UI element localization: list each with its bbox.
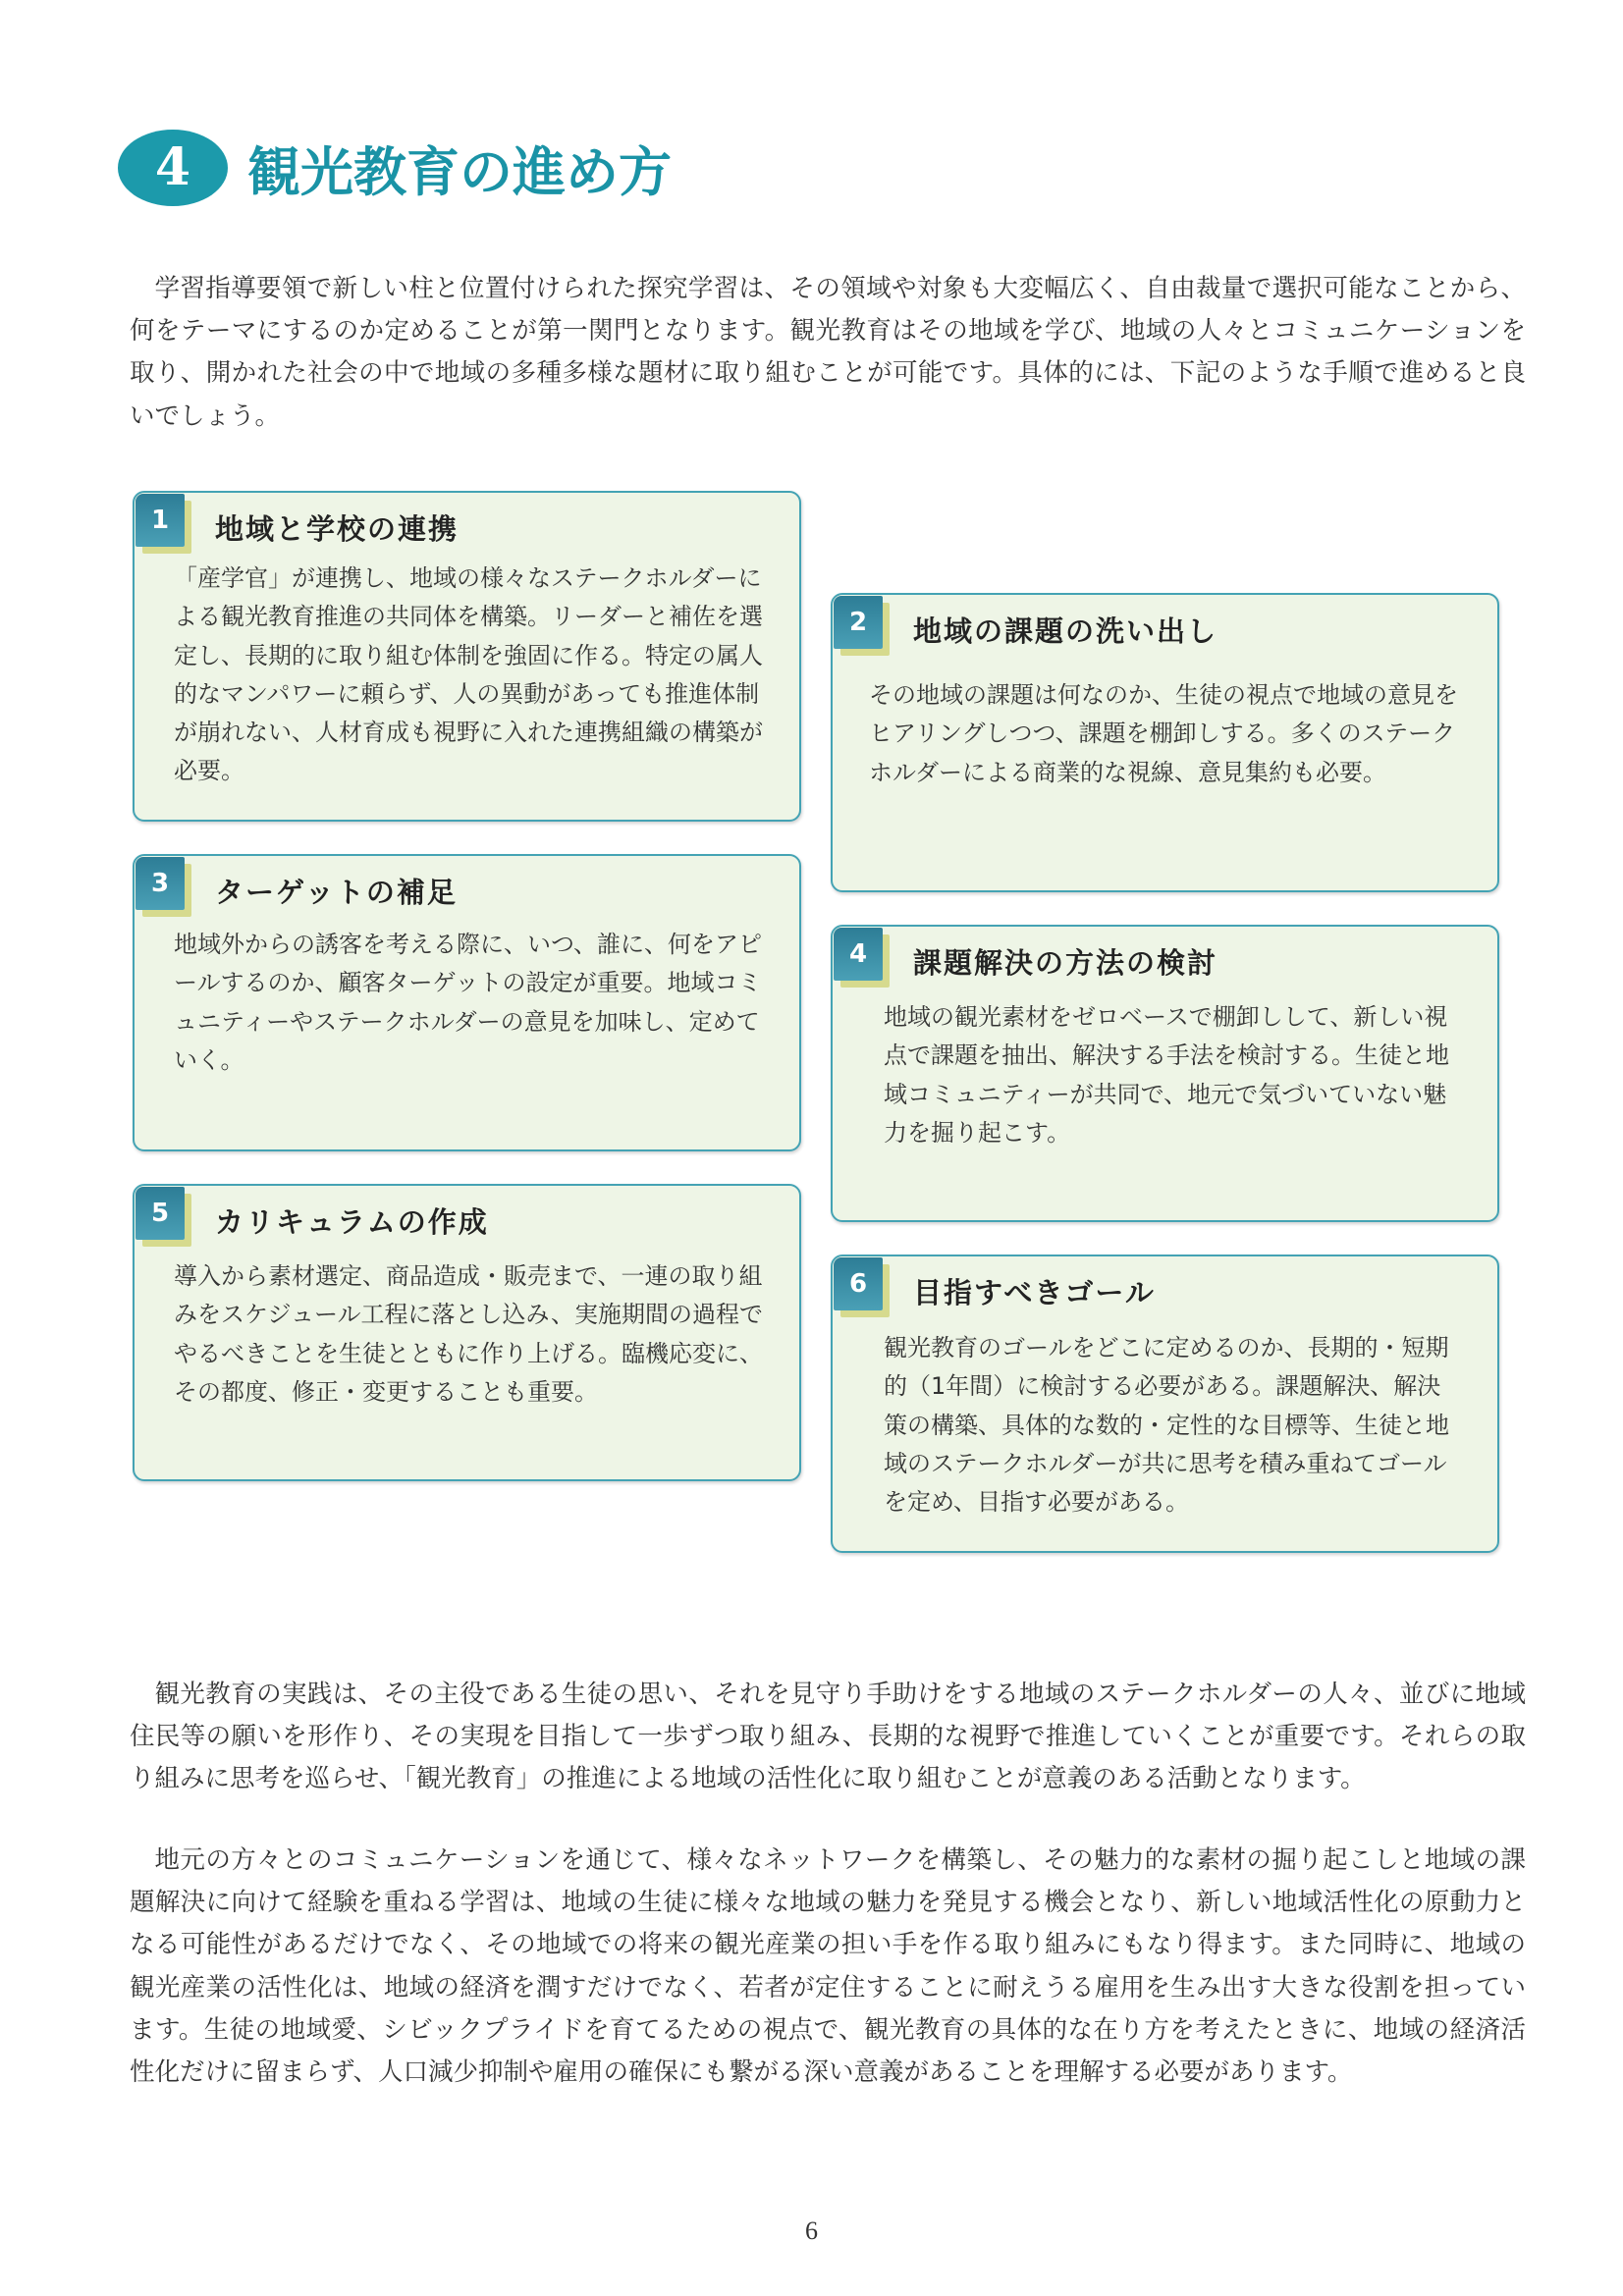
step-card-3 (133, 854, 801, 1151)
step-title: ターゲットの補足 (215, 876, 458, 909)
step-title: 目指すべきゴール (913, 1276, 1156, 1309)
body-paragraph-2: 地元の方々とのコミュニケーションを通じて、様々なネットワークを構築し、その魅力的な素材の掘り起こしと地域の課題解決に向けて経験を重ねる学習は、地域の生徒に様々な地域の魅力を発見する機会となり、新しい地域活性化の原動力となる可能性があるだけでなく、その地域での将来の観光産業の担い手を作る取り組みにもなり得ます。また同時に、地域の観光産業の活性化は、地域の経済を潤すだけでなく、若者が定住することに耐えうる雇用を生み出す大きな役割を担っています。生徒の地域愛、シビックプライドを育てるための視点で、観光教育の具体的な在り方を考えたときに、地域の経済活性化だけに留まらず、人口減少抑制や雇用の確保にも繋がる深い意義があることを理解する必要があります。 (130, 1845, 1526, 2088)
step-body: 地域の観光素材をゼロベースで棚卸しして、新しい視点で課題を抽出、解決する手法を検討する。生徒と地域コミュニティーが共同で、地元で気づいていない魅力を掘り起こす。 (884, 1003, 1449, 1147)
step-body: 「産学官」が連携し、地域の様々なステークホルダーによる観光教育推進の共同体を構築。リーダーと補佐を選定し、長期的に取り組む体制を強固に作る。特定の属人的なマンパワーに頼らず、人の異動があっても推進体制が崩れない、人材育成も視野に入れた連携組織の構築が必要。 (174, 564, 763, 785)
step-card-6 (831, 1255, 1499, 1553)
step-body: 導入から素材選定、商品造成・販売まで、一連の取り組みをスケジュール工程に落とし込み、実施期間の過程でやるべきことを生徒とともに作り上げる。臨機応変に、その都度、修正・変更することも重要。 (174, 1262, 763, 1406)
step-card-1 (133, 491, 801, 822)
step-card-4 (831, 925, 1499, 1222)
step-body: 地域外からの誘客を考える際に、いつ、誰に、何をアピールするのか、顧客ターゲットの設定が重要。地域コミュニティーやステークホルダーの意見を加味し、定めていく。 (174, 931, 763, 1074)
step-card-5 (133, 1184, 801, 1481)
body-paragraph-1: 観光教育の実践は、その主役である生徒の思い、それを見守り手助けをする地域のステークホルダーの人々、並びに地域住民等の願いを形作り、その実現を目指して一歩ずつ取り組み、長期的な視野で推進していくことが重要です。それらの取り組みに思考を巡らせ、「観光教育」の推進による地域の活性化に取り組むことが意義のある活動となります。 (130, 1680, 1526, 1794)
step-number-badge: 2 (834, 596, 883, 649)
step-number-badge: 5 (135, 1187, 185, 1240)
intro-paragraph: 学習指導要領で新しい柱と位置付けられた探究学習は、その領域や対象も大変幅広く、自由裁量で選択可能なことから、何をテーマにするのか定めることが第一関門となります。観光教育はその地域を学び、地域の人々とコミュニケーションを取り、開かれた社会の中で地域の多種多様な題材に取り組むことが可能です。具体的には、下記のような手順で進めると良いでしょう。 (130, 274, 1526, 431)
step-title: 地域の課題の洗い出し (913, 614, 1218, 648)
step-body: 観光教育のゴールをどこに定めるのか、長期的・短期的（1年間）に検討する必要がある。課題解決、解決策の構築、具体的な数的・定性的な目標等、生徒と地域のステークホルダーが共に思考を積み重ねてゴールを定め、目指す必要がある。 (884, 1334, 1449, 1517)
section-number-badge: 4 (118, 130, 228, 206)
step-number-badge: 3 (135, 857, 185, 910)
step-title: カリキュラムの作成 (215, 1205, 489, 1239)
step-card-2 (831, 593, 1499, 892)
step-number-badge: 1 (135, 494, 185, 547)
page-number: 6 (805, 2216, 818, 2245)
step-number-badge: 4 (834, 928, 883, 981)
step-number-badge: 6 (834, 1257, 883, 1310)
step-body: その地域の課題は何なのか、生徒の視点で地域の意見をヒアリングしつつ、課題を棚卸しする。多くのステークホルダーによる商業的な視線、意見集約も必要。 (869, 681, 1458, 786)
step-title: 課題解決の方法の検討 (913, 946, 1218, 980)
step-title: 地域と学校の連携 (215, 512, 460, 546)
section-title: 観光教育の進め方 (247, 141, 672, 203)
